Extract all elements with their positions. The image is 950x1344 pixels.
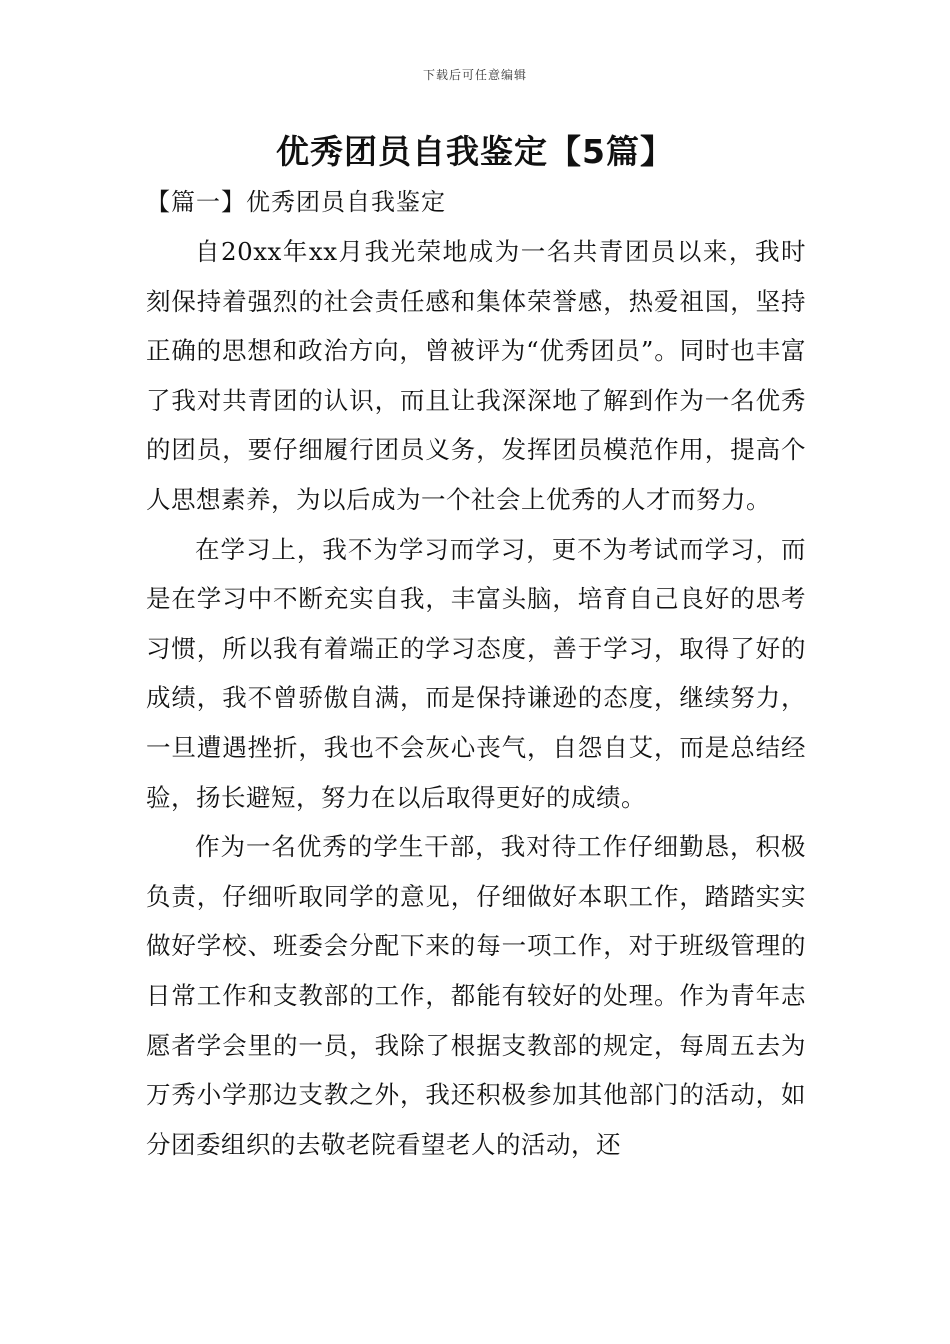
paragraph: 自20xx年xx月我光荣地成为一名共青团员以来，我时刻保持着强烈的社会责任感和集体荣誉感，热爱祖国，坚持正确的思想和政治方向，曾被评为“优秀团员”。同时也丰富了我对共青团的认识，而且让我深深地了解到作为一名优秀的团员，要仔细履行团员义务，发挥团员模范作用，提高个人思想素养，为以后成为一个社会上优秀的人才而努力。	[146, 237, 806, 514]
paragraph: 在学习上，我不为学习而学习，更不为考试而学习，而是在学习中不断充实自我，丰富头脑，培育自己良好的思考习惯，所以我有着端正的学习态度，善于学习，取得了好的成绩，我不曾骄傲自满，而是保持谦逊的态度，继续努力，一旦遭遇挫折，我也不会灰心丧气，自怨自艾，而是总结经验，扬长避短，努力在以后取得更好的成绩。	[146, 534, 806, 812]
document-title: 优秀团员自我鉴定【5篇】	[276, 132, 674, 171]
section-heading: 【篇一】优秀团员自我鉴定	[146, 188, 446, 216]
paragraph: 作为一名优秀的学生干部，我对待工作仔细勤恳，积极负责，仔细听取同学的意见，仔细做好本职工作，踏踏实实做好学校、班委会分配下来的每一项工作，对于班级管理的日常工作和支教部的工作，都能有较好的处理。作为青年志愿者学会里的一员，我除了根据支教部的规定，每周五去为万秀小学那边支教之外，我还积极参加其他部门的活动，如分团委组织的去敬老院看望老人的活动，还	[146, 832, 806, 1159]
header-note: 下载后可任意编辑	[422, 68, 527, 82]
body-text	[146, 227, 806, 1169]
